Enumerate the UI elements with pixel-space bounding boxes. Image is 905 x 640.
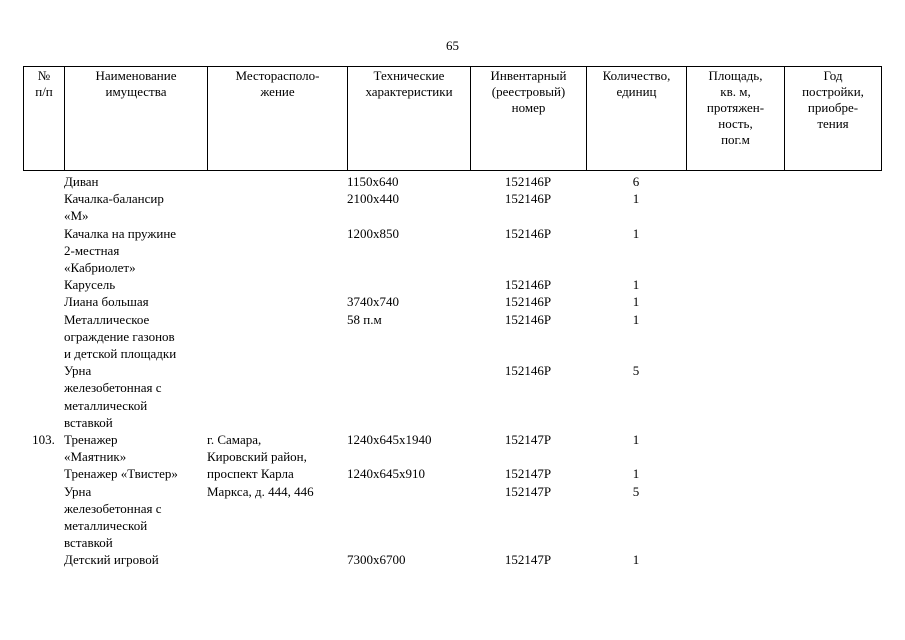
cell-tech [347,551,470,568]
text-line: проспект Карла [207,466,294,482]
cell-tech [347,483,470,552]
cell-quantity: 5 [632,363,640,379]
text-line: Год [823,68,843,83]
cell-num [23,276,64,293]
text-line: «Маятник» [64,449,127,465]
table-row [23,551,881,568]
cell-location [207,431,347,465]
table-row [23,173,881,190]
text-line: приобре- [807,100,859,115]
cell-quantity: 1 [632,466,640,482]
text-line: 58 п.м [347,311,382,327]
table-row [23,190,881,224]
cell-num [23,362,64,431]
cell-name [64,173,207,190]
text-line: единиц [616,84,657,99]
cell-area [686,190,784,224]
cell-tech [347,190,470,224]
cell-num [23,173,64,190]
table-row [23,225,881,277]
cell-location [207,483,347,552]
cell-num: 103. [32,432,55,448]
text-line: Технические [373,68,445,83]
text-line: имущества [105,84,167,99]
text-line: 1200x850 [347,225,399,241]
text-line: Кировский район, [207,449,307,465]
header-location [208,67,348,171]
cell-area [686,551,784,568]
table-row [23,276,881,293]
text-line: ность, [718,116,753,131]
property-table-header [23,66,882,171]
cell-location [207,311,347,363]
cell-year [784,551,881,568]
cell-tech [347,293,470,310]
cell-inventory: 152146Р [504,225,552,241]
text-line: протяжен- [706,100,765,115]
cell-area [686,276,784,293]
cell-location [207,551,347,568]
property-table-body [23,173,881,569]
text-line: 3740x740 [347,294,399,310]
cell-name [64,465,207,482]
text-line: Тренажер [64,432,118,448]
text-line: железобетонная с [64,380,162,396]
text-line: 2-местная [64,242,120,258]
cell-tech [347,173,470,190]
cell-num [23,225,64,277]
cell-location [207,293,347,310]
cell-location [207,225,347,277]
text-line: 2100x440 [347,191,399,207]
header-inventory [471,67,587,171]
cell-inventory: 152146Р [504,363,552,379]
cell-name [64,293,207,310]
text-line: Детский игровой [64,552,159,568]
cell-inventory: 152146Р [504,311,552,327]
cell-quantity: 1 [632,191,640,207]
cell-year [784,431,881,465]
text-line: Металлическое [64,311,150,327]
text-line: 1240x645x1940 [347,432,432,448]
cell-quantity: 1 [632,432,640,448]
cell-tech [347,362,470,431]
cell-tech [347,225,470,277]
header-year [785,67,882,171]
cell-area [686,362,784,431]
cell-name [64,276,207,293]
cell-quantity: 1 [632,311,640,327]
table-row [23,311,881,363]
cell-quantity: 1 [632,225,640,241]
text-line: Урна [64,363,92,379]
table-row [23,293,881,310]
cell-inventory: 152147Р [504,552,552,568]
cell-num [23,483,64,552]
cell-num [23,551,64,568]
text-line: Карусель [64,277,116,293]
cell-tech [347,465,470,482]
cell-name [64,483,207,552]
cell-name [64,362,207,431]
cell-year [784,465,881,482]
cell-area [686,311,784,363]
cell-num [23,465,64,482]
cell-location [207,173,347,190]
text-line: Наименование [95,68,177,83]
page-number: 65 [446,38,459,53]
cell-name [64,311,207,363]
text-line: металлической [64,397,148,413]
text-line: вставкой [64,414,113,430]
text-line: вставкой [64,535,113,551]
text-line: 1240x645x910 [347,466,425,482]
cell-quantity: 6 [632,174,640,189]
text-line: Диван [64,174,99,189]
cell-quantity: 1 [632,294,640,310]
text-line: Количество, [602,68,671,83]
text-line: номер [511,100,546,115]
text-line: Качалка на пружине [64,225,177,241]
text-line: металлической [64,518,148,534]
text-line: Урна [64,483,92,499]
cell-location [207,190,347,224]
text-line: Лиана большая [64,294,149,310]
cell-inventory: 152146Р [504,294,552,310]
cell-location [207,362,347,431]
text-line: тения [817,116,849,131]
text-line: Качалка-балансир [64,191,164,207]
text-line: Месторасполо- [235,68,320,83]
cell-num [23,293,64,310]
text-line: 7300x6700 [347,552,406,568]
cell-area [686,293,784,310]
cell-quantity: 5 [632,483,640,499]
cell-year [784,362,881,431]
cell-area [686,483,784,552]
cell-year [784,225,881,277]
cell-year [784,311,881,363]
text-line: Инвентарный [490,68,567,83]
cell-name [64,225,207,277]
cell-inventory: 152147Р [504,483,552,499]
cell-name [64,551,207,568]
cell-name [64,190,207,224]
text-line: п/п [35,84,53,99]
cell-area [686,465,784,482]
table-row [23,362,881,431]
cell-tech [347,431,470,465]
text-line: Маркса, д. 444, 446 [207,483,314,499]
cell-inventory: 152147Р [504,466,552,482]
cell-year [784,293,881,310]
cell-area [686,173,784,190]
text-line: характеристики [365,84,453,99]
cell-location [207,465,347,482]
cell-quantity: 1 [632,552,640,568]
cell-name [64,431,207,465]
cell-tech [347,311,470,363]
table-row [23,483,881,552]
text-line: постройки, [802,84,864,99]
cell-inventory: 152146Р [504,277,552,293]
text-line: ограждение газонов [64,328,175,344]
cell-area [686,431,784,465]
table-row [23,465,881,482]
text-line: жение [260,84,295,99]
cell-year [784,483,881,552]
cell-area [686,225,784,277]
text-line: пог.м [721,132,750,147]
text-line: железобетонная с [64,500,162,516]
header-quantity [587,67,687,171]
header-tech [348,67,471,171]
table-row [23,431,881,465]
text-line: Площадь, [708,68,763,83]
text-line: г. Самара, [207,432,262,448]
text-line: Тренажер «Твистер» [64,466,178,482]
header-area [687,67,785,171]
cell-num [23,311,64,363]
text-line: и детской площадки [64,346,177,362]
text-line: (реестровый) [491,84,566,99]
cell-inventory: 152146Р [504,174,552,189]
cell-year [784,190,881,224]
cell-year [784,173,881,190]
text-line: 1150x640 [347,174,399,189]
cell-inventory: 152146Р [504,191,552,207]
text-line: № [37,68,51,83]
cell-location [207,276,347,293]
cell-tech [347,276,470,293]
header-num [24,67,65,171]
cell-quantity: 1 [632,277,640,293]
cell-year [784,276,881,293]
header-name [65,67,208,171]
text-line: «Кабриолет» [64,260,136,276]
text-line: кв. м, [720,84,751,99]
text-line: «М» [64,208,89,224]
cell-inventory: 152147Р [504,432,552,448]
cell-num [23,190,64,224]
